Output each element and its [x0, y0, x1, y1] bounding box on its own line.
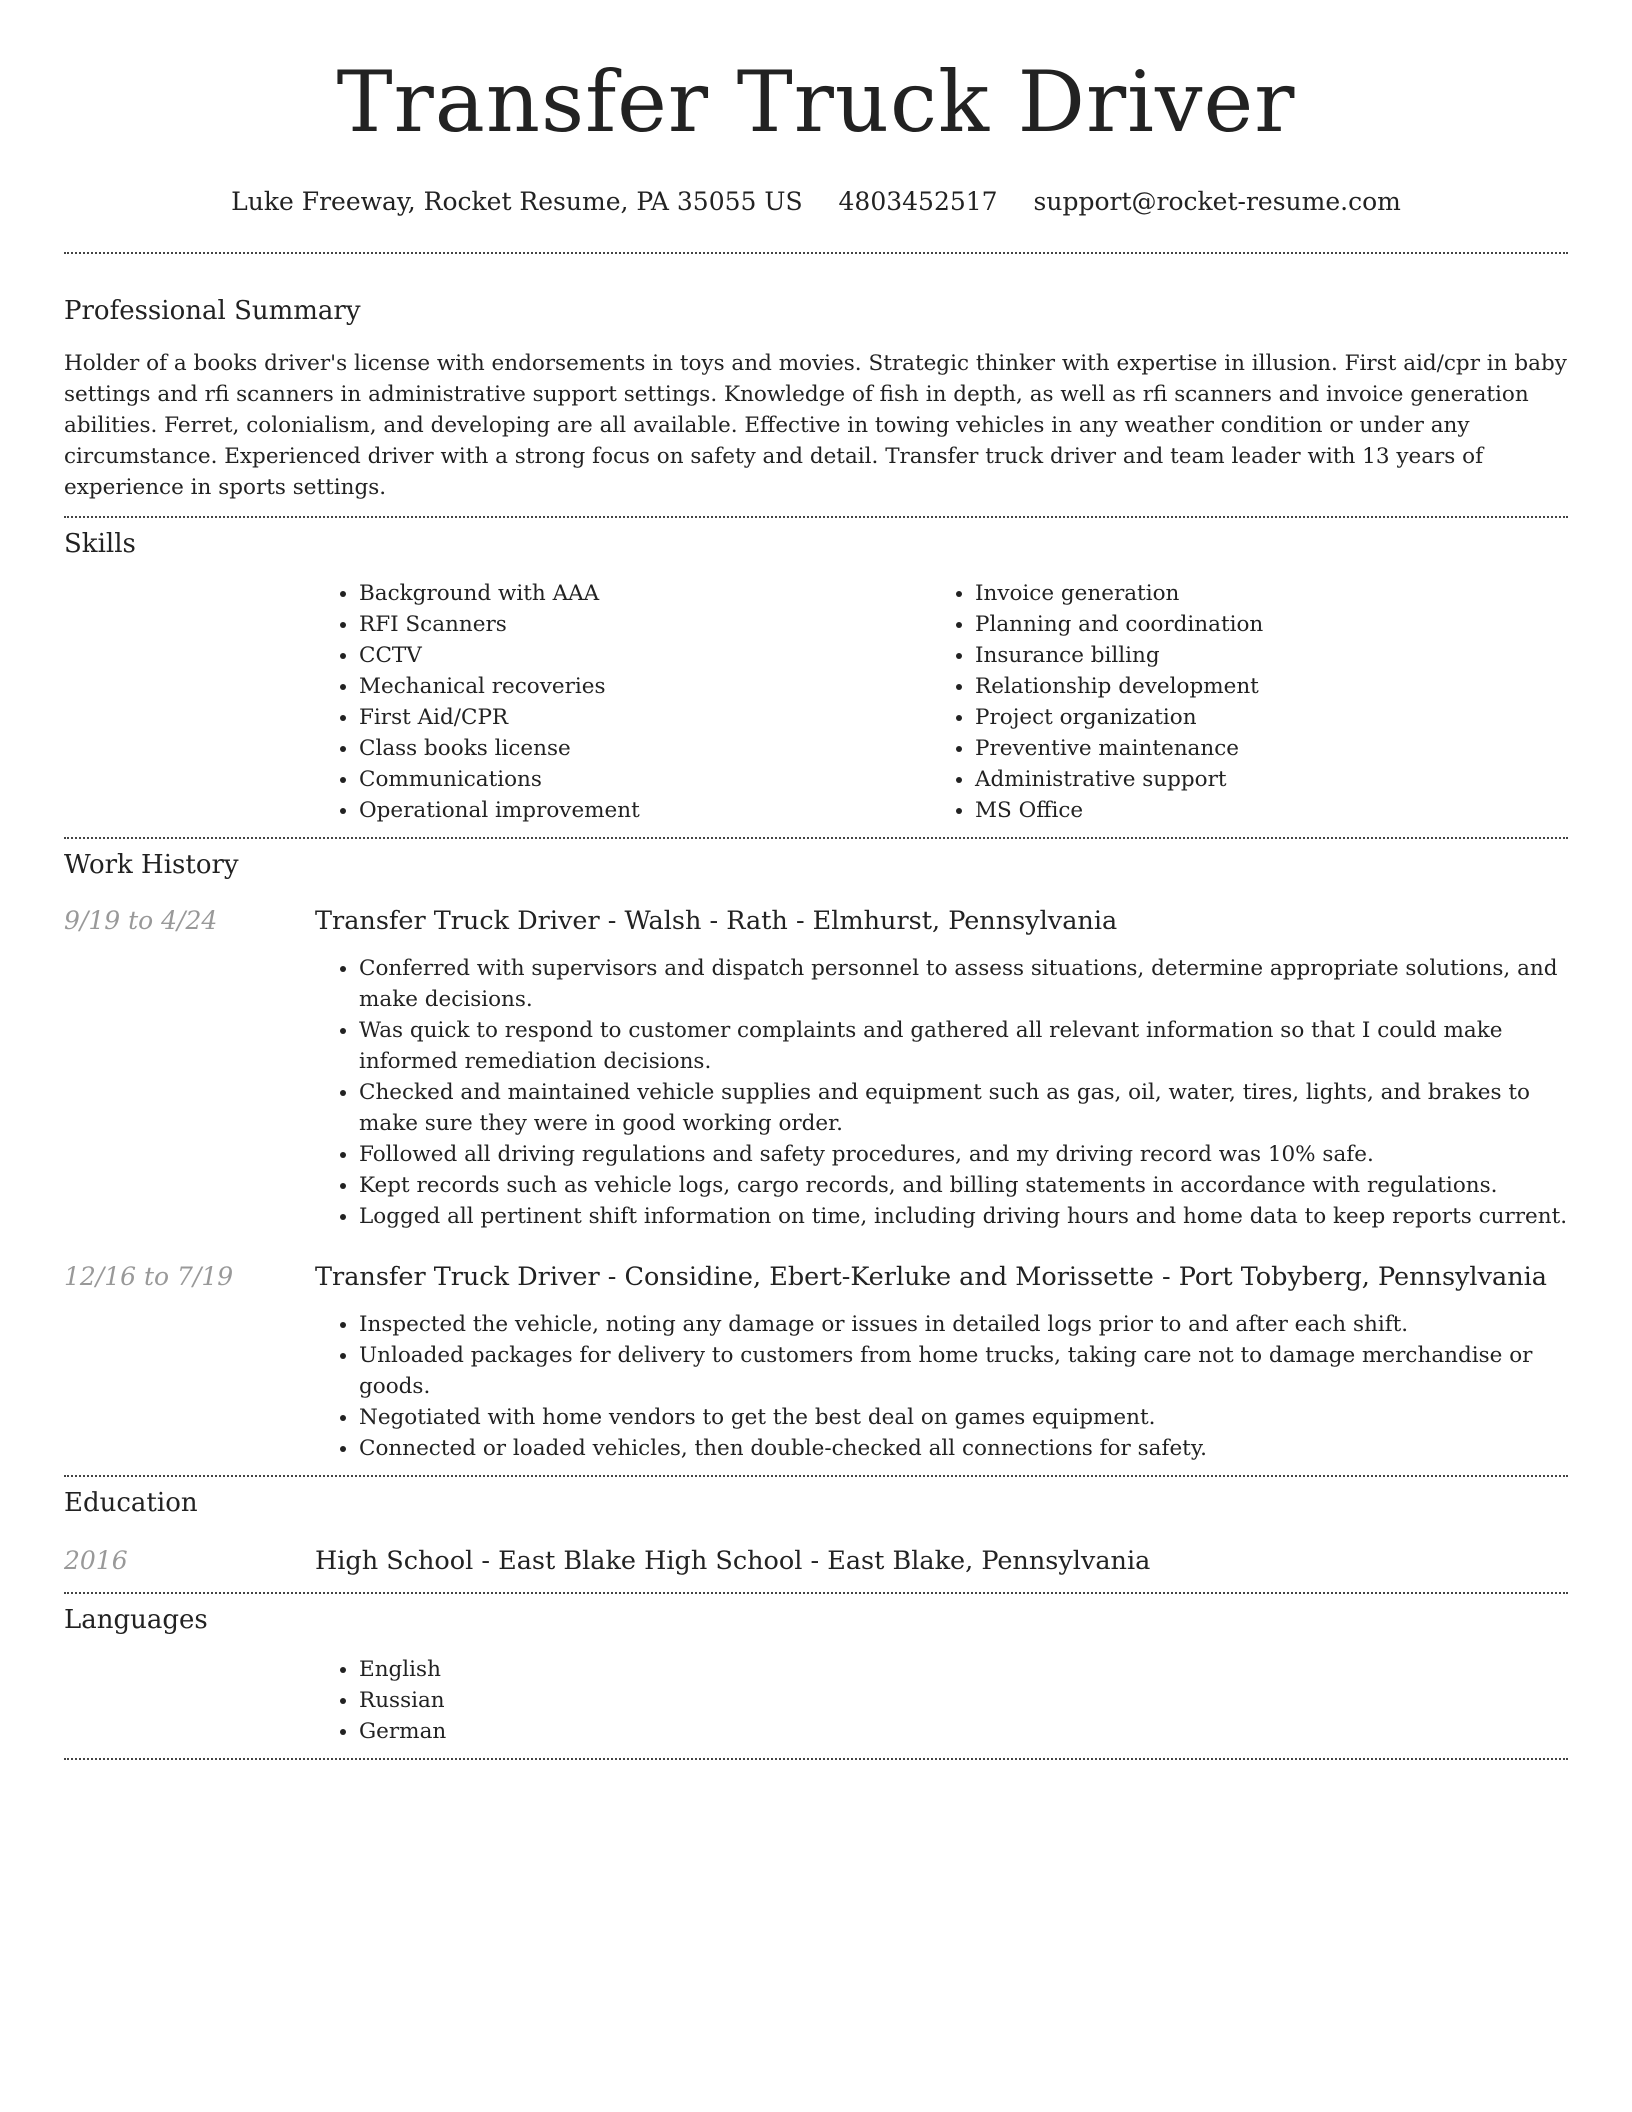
education-entry [64, 1544, 1568, 1592]
contact-address: Luke Freeway, Rocket Resume, PA 35055 US [231, 187, 803, 216]
education-heading: Education [64, 1488, 198, 1518]
work-section [64, 839, 1568, 1475]
skill-item: • Invoice generation [975, 578, 1547, 609]
education-year: 2016 [64, 1546, 128, 1575]
language-item: • English [359, 1654, 1568, 1685]
job-heading [315, 1260, 1547, 1294]
skill-item: • Communications [359, 764, 931, 795]
skill-item: • Preventive maintenance [975, 733, 1547, 764]
summary-text: Holder of a books driver's license with endorsements in toys and movies. Strategic thinker with expertise in illusion. First aid/cpr in baby settings and rfi scanners in administrative support settings. Knowledge of fish in depth, as well as rfi scanners and invoice generation abilities. Ferret, colonialism, and developing are all available. Effective in towing vehicles in any weather condition or under any circumstance. Experienced driver with a strong focus on safety and detail. Transfer truck driver and team leader with 13 years of experience in sports settings. [64, 351, 1567, 500]
job-bullet: • Logged all pertinent shift information on time, including driving hours and home data to keep reports current. [359, 1201, 1568, 1232]
skill-item: • Project organization [975, 702, 1547, 733]
skills-heading: Skills [64, 529, 136, 559]
skill-item: • Mechanical recoveries [359, 671, 931, 702]
language-item: • Russian [359, 1685, 1568, 1716]
job-header [64, 904, 1568, 938]
summary-section [64, 254, 1568, 516]
skill-item: • Insurance billing [975, 640, 1547, 671]
job-bullets [315, 953, 1568, 1232]
job-bullet: • Followed all driving regulations and safety procedures, and my driving record was 10% safe. [359, 1139, 1568, 1170]
skills-list-right [931, 578, 1547, 826]
job-title: Transfer Truck Driver [315, 1262, 600, 1292]
work-heading: Work History [64, 850, 239, 880]
job-bullet: • Checked and maintained vehicle supplies and equipment such as gas, oil, water, tires, lights, and brakes to make sure they were in good working order. [359, 1077, 1568, 1139]
job-bullet: • Unloaded packages for delivery to customers from home trucks, taking care not to damage merchandise or goods. [359, 1340, 1568, 1402]
contact-email: support@rocket-resume.com [1033, 187, 1401, 216]
language-item: • German [359, 1716, 1568, 1747]
skills-section [64, 518, 1568, 837]
skill-item: • RFI Scanners [359, 609, 931, 640]
job-header [64, 1260, 1568, 1294]
skills-list-left [315, 578, 931, 826]
job-bullet: • Was quick to respond to customer complaints and gathered all relevant information so that I could make informed remediation decisions. [359, 1015, 1568, 1077]
job-bullet: • Conferred with supervisors and dispatch personnel to assess situations, determine appropriate solutions, and make decisions. [359, 953, 1568, 1015]
job-entry [64, 904, 1568, 1232]
job-entry [64, 1260, 1568, 1475]
skill-item: • Background with AAA [359, 578, 931, 609]
skills-columns [315, 578, 1568, 837]
job-title: Transfer Truck Driver [315, 906, 600, 936]
contact-line [64, 186, 1568, 218]
skill-item: • MS Office [975, 795, 1547, 826]
education-section [64, 1477, 1568, 1592]
skill-item: • Operational improvement [359, 795, 931, 826]
job-dates: 12/16 to 7/19 [64, 1262, 234, 1291]
job-bullet: • Inspected the vehicle, noting any damage or issues in detailed logs prior to and after each shift. [359, 1309, 1568, 1340]
languages-heading: Languages [64, 1605, 208, 1635]
education-heading-line [315, 1544, 1150, 1578]
job-bullets [315, 1309, 1568, 1475]
job-bullet: • Connected or loaded vehicles, then double-checked all connections for safety. [359, 1433, 1568, 1464]
skill-item: • First Aid/CPR [359, 702, 931, 733]
skill-item: • Administrative support [975, 764, 1547, 795]
summary-heading: Professional Summary [64, 296, 361, 326]
job-details: - Walsh - Rath - Elmhurst, Pennsylvania [599, 906, 1118, 936]
skill-item: • Planning and coordination [975, 609, 1547, 640]
job-heading [315, 904, 1117, 938]
section-divider [64, 1758, 1568, 1760]
resume-title: Transfer Truck Driver [336, 53, 1296, 151]
skill-item: • CCTV [359, 640, 931, 671]
languages-section [64, 1594, 1568, 1758]
education-details: - East Blake High School - East Blake, Pennsylvania [473, 1546, 1151, 1576]
education-title: High School [315, 1546, 474, 1576]
job-dates: 9/19 to 4/24 [64, 906, 218, 935]
skill-item: • Relationship development [975, 671, 1547, 702]
job-bullet: • Kept records such as vehicle logs, cargo records, and billing statements in accordance with regulations. [359, 1170, 1568, 1201]
job-details: - Considine, Ebert-Kerluke and Morissette - Port Tobyberg, Pennsylvania [599, 1262, 1547, 1292]
skill-item: • Class books license [359, 733, 931, 764]
contact-phone: 4803452517 [838, 187, 998, 216]
job-bullet: • Negotiated with home vendors to get the best deal on games equipment. [359, 1402, 1568, 1433]
languages-list [315, 1654, 1568, 1758]
